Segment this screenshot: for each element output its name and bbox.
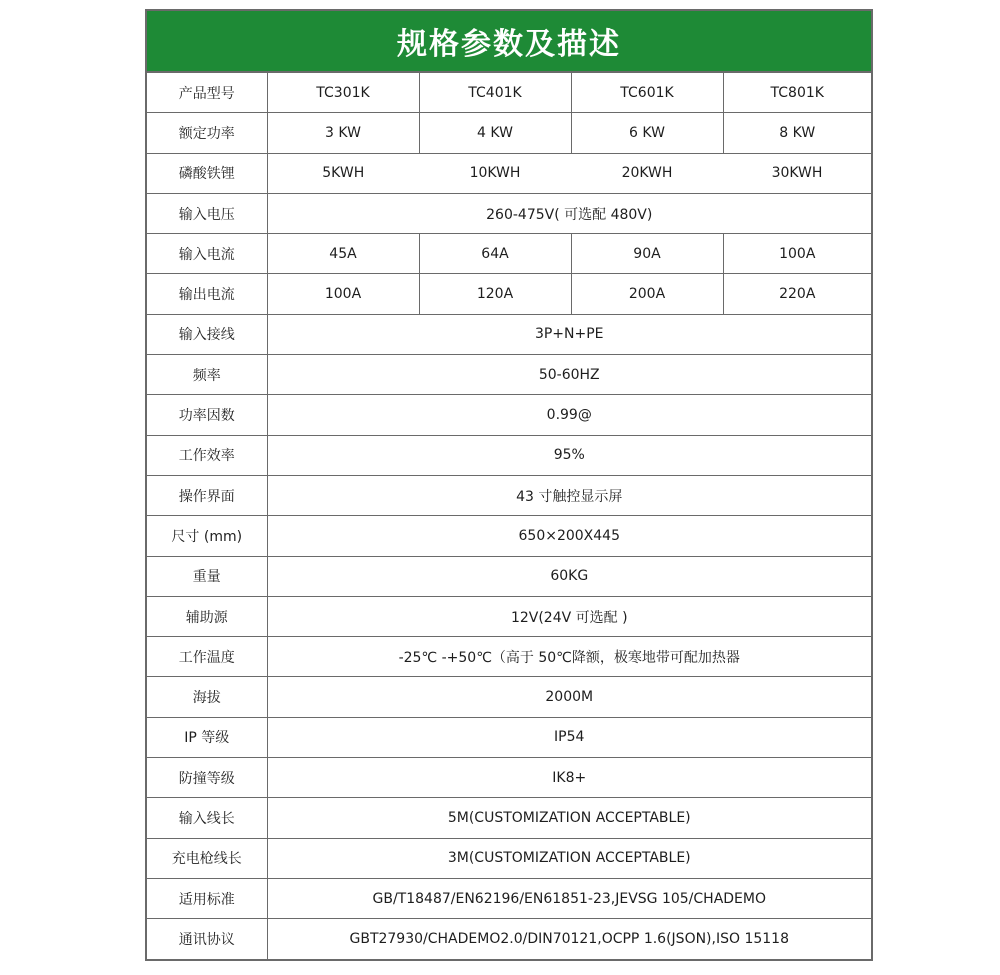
spec-label: 输入线长 — [147, 798, 267, 838]
spec-value: 50-60HZ — [267, 355, 871, 395]
spec-value: 220A — [723, 274, 871, 314]
spec-value: 260-475V( 可选配 480V) — [267, 193, 871, 233]
spec-value: 12V(24V 可选配 ) — [267, 596, 871, 636]
spec-value: IK8+ — [267, 758, 871, 798]
spec-label: 磷酸铁锂 — [147, 153, 267, 193]
spec-row — [147, 919, 871, 959]
spec-value: TC401K — [419, 73, 571, 113]
spec-value: TC301K — [267, 73, 419, 113]
spec-label: 频率 — [147, 355, 267, 395]
spec-value: 90A — [571, 234, 723, 274]
spec-value: 30KWH — [723, 153, 871, 193]
spec-row — [147, 153, 871, 193]
spec-value: 120A — [419, 274, 571, 314]
spec-title: 规格参数及描述 — [147, 11, 871, 73]
spec-value: 6 KW — [571, 113, 723, 153]
spec-label: 工作效率 — [147, 435, 267, 475]
spec-value: -25℃ -+50℃（高于 50℃降额，极寒地带可配加热器 — [267, 637, 871, 677]
spec-row — [147, 637, 871, 677]
spec-label: 通讯协议 — [147, 919, 267, 959]
spec-value: IP54 — [267, 717, 871, 757]
spec-row — [147, 556, 871, 596]
spec-label: 操作界面 — [147, 475, 267, 515]
spec-value: 4 KW — [419, 113, 571, 153]
spec-value: 5M(CUSTOMIZATION ACCEPTABLE) — [267, 798, 871, 838]
spec-label: 产品型号 — [147, 73, 267, 113]
spec-row — [147, 516, 871, 556]
spec-row — [147, 878, 871, 918]
spec-value: 100A — [723, 234, 871, 274]
spec-row — [147, 677, 871, 717]
spec-row — [147, 475, 871, 515]
spec-label: 额定功率 — [147, 113, 267, 153]
spec-value: 2000M — [267, 677, 871, 717]
spec-label: 尺寸 (mm) — [147, 516, 267, 556]
spec-table — [147, 73, 871, 959]
spec-value: 95% — [267, 435, 871, 475]
spec-row — [147, 395, 871, 435]
spec-value: 0.99@ — [267, 395, 871, 435]
spec-value: 100A — [267, 274, 419, 314]
spec-row — [147, 838, 871, 878]
spec-label: 输出电流 — [147, 274, 267, 314]
spec-value: 20KWH — [571, 153, 723, 193]
spec-label: 辅助源 — [147, 596, 267, 636]
spec-row — [147, 717, 871, 757]
spec-row — [147, 314, 871, 354]
spec-value: 8 KW — [723, 113, 871, 153]
spec-value: TC801K — [723, 73, 871, 113]
spec-value: GBT27930/CHADEMO2.0/DIN70121,OCPP 1.6(JSON),ISO 15118 — [267, 919, 871, 959]
spec-label: 功率因数 — [147, 395, 267, 435]
spec-row — [147, 758, 871, 798]
spec-label: 防撞等级 — [147, 758, 267, 798]
spec-label: IP 等级 — [147, 717, 267, 757]
spec-row — [147, 435, 871, 475]
spec-label: 工作温度 — [147, 637, 267, 677]
spec-row — [147, 234, 871, 274]
spec-value: 60KG — [267, 556, 871, 596]
spec-label: 输入电流 — [147, 234, 267, 274]
spec-value: GB/T18487/EN62196/EN61851-23,JEVSG 105/CHADEMO — [267, 878, 871, 918]
spec-row — [147, 596, 871, 636]
spec-value: TC601K — [571, 73, 723, 113]
spec-row — [147, 798, 871, 838]
spec-row — [147, 113, 871, 153]
spec-label: 输入电压 — [147, 193, 267, 233]
spec-row — [147, 193, 871, 233]
spec-value: 650×200X445 — [267, 516, 871, 556]
spec-value: 10KWH — [419, 153, 571, 193]
spec-value: 3 KW — [267, 113, 419, 153]
spec-value: 200A — [571, 274, 723, 314]
spec-value: 5KWH — [267, 153, 419, 193]
spec-value: 43 寸触控显示屏 — [267, 475, 871, 515]
spec-row — [147, 274, 871, 314]
spec-value: 3M(CUSTOMIZATION ACCEPTABLE) — [267, 838, 871, 878]
spec-label: 充电枪线长 — [147, 838, 267, 878]
spec-value: 64A — [419, 234, 571, 274]
spec-label: 重量 — [147, 556, 267, 596]
spec-label: 输入接线 — [147, 314, 267, 354]
spec-label: 海拔 — [147, 677, 267, 717]
spec-row — [147, 73, 871, 113]
spec-sheet — [145, 9, 873, 961]
spec-value: 3P+N+PE — [267, 314, 871, 354]
spec-value: 45A — [267, 234, 419, 274]
spec-row — [147, 355, 871, 395]
spec-label: 适用标准 — [147, 878, 267, 918]
